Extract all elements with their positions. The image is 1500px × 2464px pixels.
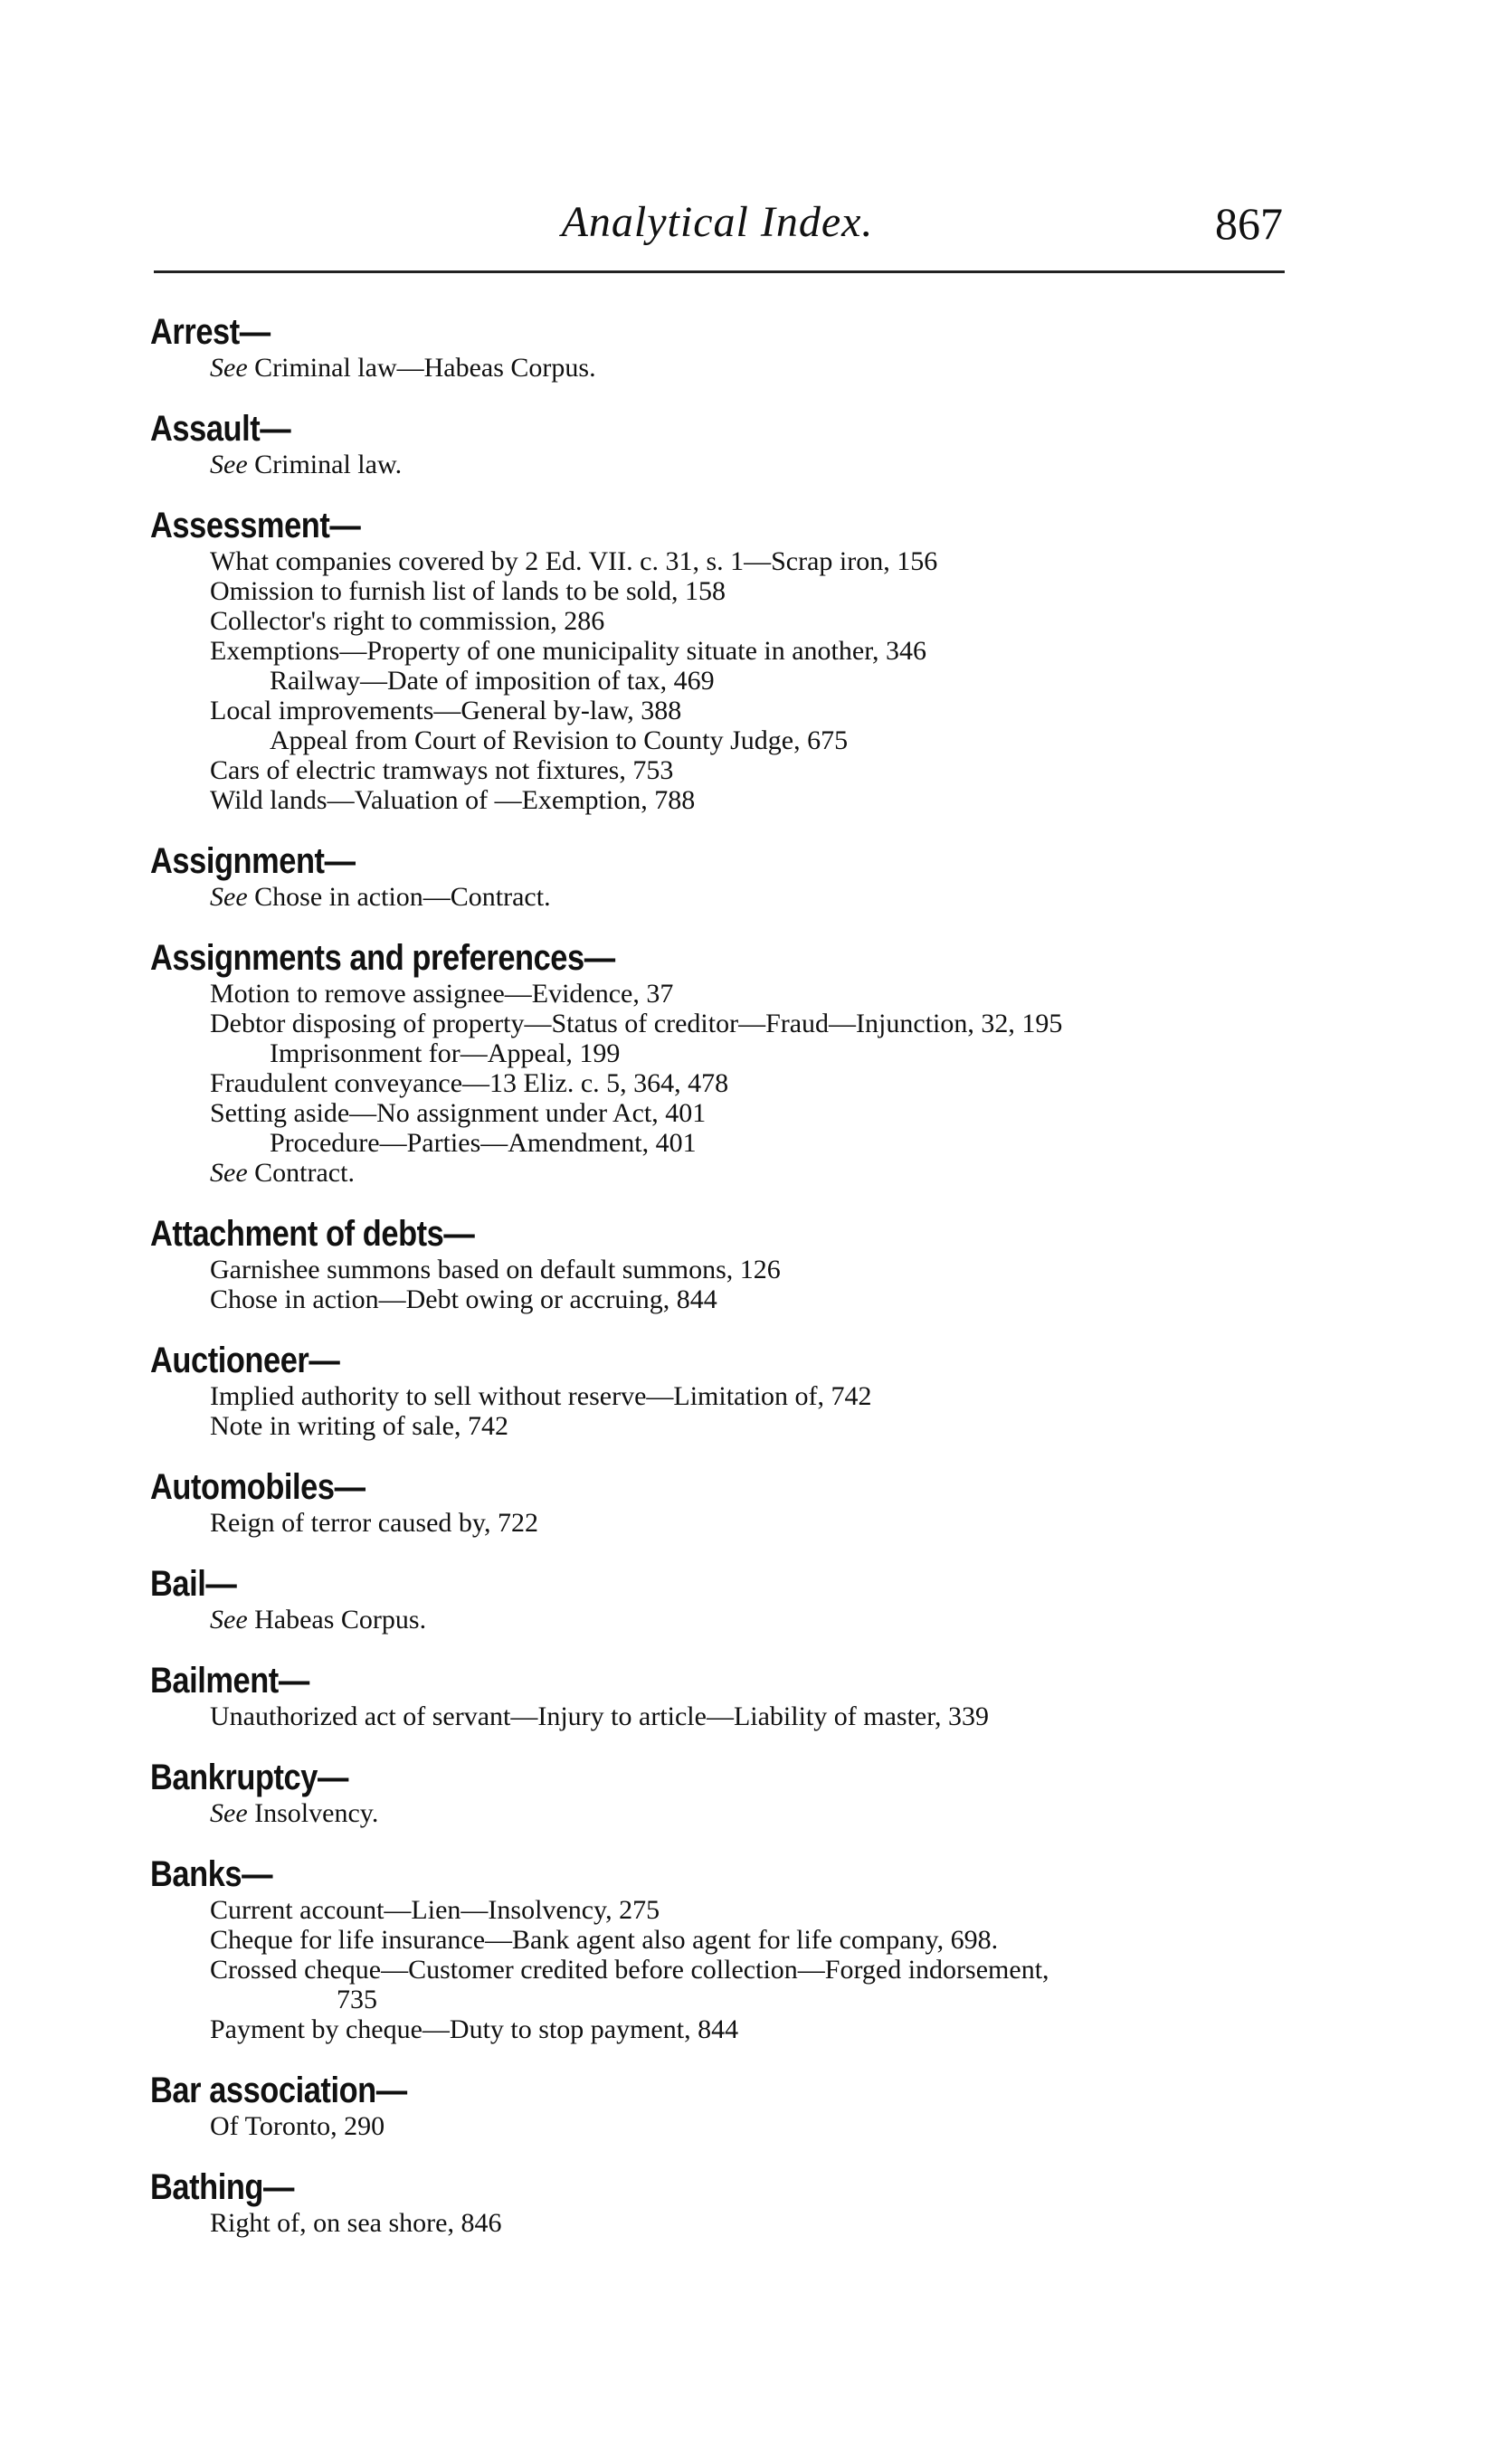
subentry: [210, 606, 1317, 636]
entry-heading: Bar association—: [150, 2071, 407, 2110]
subentry: [210, 1701, 1317, 1731]
subentry: [210, 1068, 1317, 1098]
entry-subentries: [150, 2111, 1317, 2141]
subentry-text: Implied authority to sell without reserve—Limitation of, 742: [210, 1381, 872, 1411]
subentry-text: Insolvency.: [247, 1798, 379, 1828]
subentry: [210, 666, 1317, 696]
subentry: [210, 755, 1317, 785]
subentry: [210, 2111, 1317, 2141]
subentry-text: Chose in action—Contract.: [247, 882, 551, 912]
index-entry: [150, 311, 1317, 383]
entry-subentries: [150, 979, 1317, 1188]
subentry: [210, 1985, 1317, 2014]
subentry-text: What companies covered by 2 Ed. VII. c. 31, s. 1—Scrap iron, 156: [210, 546, 938, 576]
subentry: [210, 696, 1317, 725]
page-header: [152, 197, 1283, 270]
subentry: [210, 353, 1317, 383]
entry-heading: Assault—: [150, 409, 291, 449]
entry-heading: Automobiles—: [150, 1467, 366, 1507]
entry-heading: Attachment of debts—: [150, 1214, 475, 1254]
subentry: [210, 1098, 1317, 1128]
subentry: [210, 1955, 1317, 1985]
subentry-text: Debtor disposing of property—Status of creditor—Fraud—Injunction, 32, 195: [210, 1009, 1063, 1038]
index-entries: [150, 311, 1317, 2263]
subentry: [210, 1508, 1317, 1538]
entry-heading: Assignment—: [150, 841, 356, 881]
subentry-text: Current account—Lien—Insolvency, 275: [210, 1895, 660, 1925]
index-entry: [150, 1853, 1317, 2044]
entry-subentries: [150, 1381, 1317, 1441]
see-reference-label: See: [210, 1158, 248, 1188]
see-reference-label: See: [210, 1605, 248, 1635]
subentry: [210, 785, 1317, 815]
subentry: [210, 1038, 1317, 1068]
subentry-text: Railway—Date of imposition of tax, 469: [270, 666, 715, 696]
subentry-text: Note in writing of sale, 742: [210, 1411, 508, 1441]
index-entry: [150, 408, 1317, 479]
index-entry: [150, 1563, 1317, 1635]
subentry-text: Procedure—Parties—Amendment, 401: [270, 1128, 697, 1158]
subentry: [210, 1895, 1317, 1925]
subentry-text: Fraudulent conveyance—13 Eliz. c. 5, 364, 478: [210, 1068, 729, 1098]
subentry: [210, 1284, 1317, 1314]
subentry: [210, 1411, 1317, 1441]
subentry-text: Cars of electric tramways not fixtures, 753: [210, 755, 674, 785]
subentry: [210, 725, 1317, 755]
subentry: [210, 1158, 1317, 1188]
subentry: [210, 2208, 1317, 2238]
subentry: [210, 450, 1317, 479]
subentry-text: Setting aside—No assignment under Act, 401: [210, 1098, 707, 1128]
see-reference-label: See: [210, 353, 248, 383]
subentry: [210, 1128, 1317, 1158]
entry-subentries: [150, 546, 1317, 815]
subentry: [210, 576, 1317, 606]
subentry-text: Collector's right to commission, 286: [210, 606, 605, 636]
entry-heading: Bathing—: [150, 2167, 294, 2207]
subentry: [210, 2014, 1317, 2044]
header-rule: [154, 270, 1285, 273]
index-entry: [150, 2166, 1317, 2238]
index-entry: [150, 1660, 1317, 1731]
entry-subentries: [150, 1895, 1317, 2044]
subentry-text: Omission to furnish list of lands to be sold, 158: [210, 576, 726, 606]
subentry-text: Right of, on sea shore, 846: [210, 2208, 502, 2238]
entry-heading: Arrest—: [150, 312, 271, 352]
subentry: [210, 979, 1317, 1009]
see-reference-label: See: [210, 450, 248, 479]
subentry: [210, 636, 1317, 666]
running-title: Analytical Index.: [561, 198, 874, 246]
entry-subentries: [150, 1255, 1317, 1314]
entry-heading: Auctioneer—: [150, 1341, 340, 1380]
subentry-text: Criminal law.: [247, 450, 403, 479]
entry-heading: Bankruptcy—: [150, 1758, 348, 1797]
subentry-text: Chose in action—Debt owing or accruing, 844: [210, 1284, 717, 1314]
index-entry: [150, 2070, 1317, 2141]
subentry-text: Crossed cheque—Customer credited before collection—Forged indorsement,: [210, 1955, 1049, 1985]
index-entry: [150, 1213, 1317, 1314]
subentry-text: Unauthorized act of servant—Injury to article—Liability of master, 339: [210, 1701, 990, 1731]
index-entry: [150, 937, 1317, 1188]
subentry-text: Appeal from Court of Revision to County Judge, 675: [270, 725, 849, 755]
see-reference-label: See: [210, 882, 248, 912]
subentry: [210, 1798, 1317, 1828]
entry-subentries: [150, 1798, 1317, 1828]
subentry-text: Wild lands—Valuation of —Exemption, 788: [210, 785, 696, 815]
entry-subentries: [150, 1701, 1317, 1731]
subentry-text: Habeas Corpus.: [247, 1605, 427, 1635]
entry-subentries: [150, 353, 1317, 383]
subentry-text: Local improvements—General by-law, 388: [210, 696, 682, 725]
subentry: [210, 546, 1317, 576]
index-entry: [150, 1466, 1317, 1538]
subentry-text: Motion to remove assignee—Evidence, 37: [210, 979, 674, 1009]
page-number: 867: [1215, 198, 1283, 249]
subentry: [210, 1009, 1317, 1038]
subentry-text: Garnishee summons based on default summons, 126: [210, 1255, 781, 1284]
subentry: [210, 882, 1317, 912]
entry-subentries: [150, 1508, 1317, 1538]
entry-heading: Banks—: [150, 1854, 273, 1894]
entry-subentries: [150, 882, 1317, 912]
see-reference-label: See: [210, 1798, 248, 1828]
subentry-text: Imprisonment for—Appeal, 199: [270, 1038, 621, 1068]
index-entry: [150, 1340, 1317, 1441]
subentry-text: Contract.: [247, 1158, 355, 1188]
subentry-text: Cheque for life insurance—Bank agent also agent for life company, 698.: [210, 1925, 999, 1955]
index-entry: [150, 840, 1317, 912]
entry-heading: Assignments and preferences—: [150, 938, 615, 978]
entry-subentries: [150, 1605, 1317, 1635]
subentry-text: Exemptions—Property of one municipality situate in another, 346: [210, 636, 926, 666]
subentry: [210, 1605, 1317, 1635]
subentry: [210, 1381, 1317, 1411]
entry-subentries: [150, 450, 1317, 479]
subentry: [210, 1255, 1317, 1284]
subentry-text: Reign of terror caused by, 722: [210, 1508, 538, 1538]
entry-heading: Bail—: [150, 1564, 237, 1604]
entry-heading: Assessment—: [150, 506, 361, 545]
index-entry: [150, 1757, 1317, 1828]
subentry: [210, 1925, 1317, 1955]
entry-heading: Bailment—: [150, 1661, 309, 1701]
subentry-text: 735: [337, 1985, 377, 2014]
entry-subentries: [150, 2208, 1317, 2238]
index-entry: [150, 505, 1317, 815]
subentry-text: Of Toronto, 290: [210, 2111, 385, 2141]
subentry-text: Payment by cheque—Duty to stop payment, 844: [210, 2014, 739, 2044]
subentry-text: Criminal law—Habeas Corpus.: [247, 353, 596, 383]
